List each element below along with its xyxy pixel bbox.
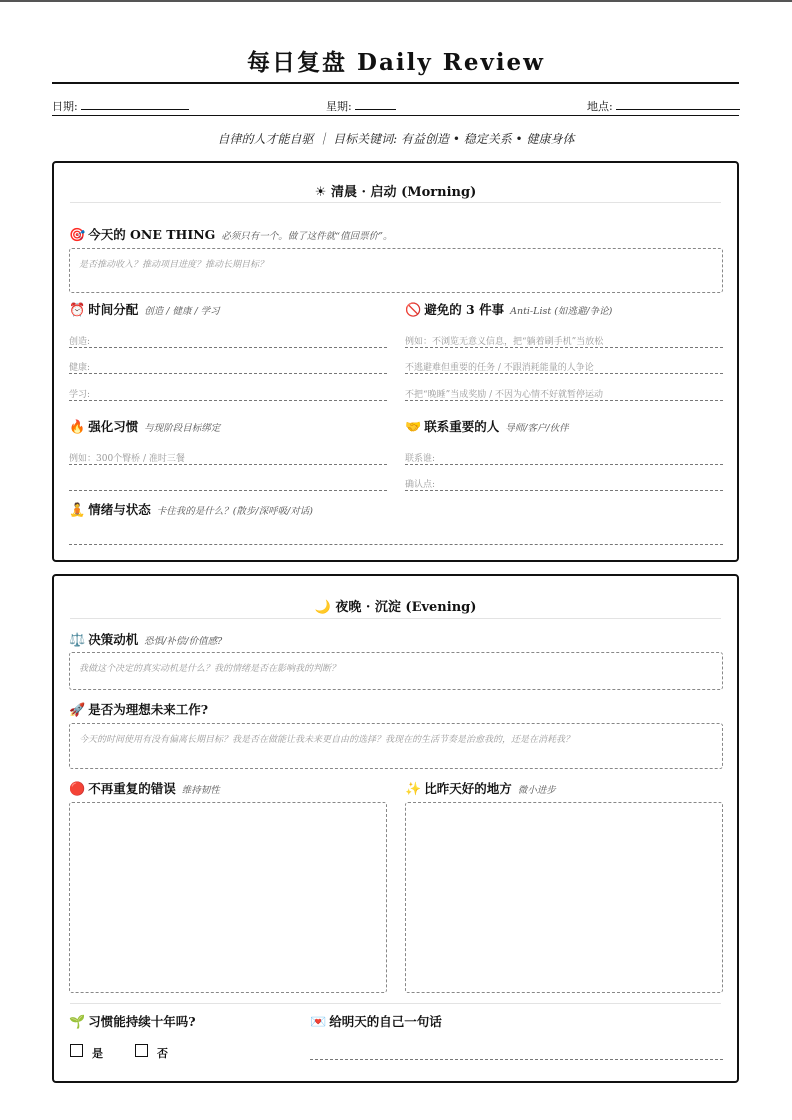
better-heading bbox=[405, 779, 556, 797]
date-field[interactable] bbox=[52, 98, 189, 114]
morning-title-rule bbox=[70, 202, 721, 203]
habit-label: 强化习惯 bbox=[88, 419, 139, 434]
note-heading bbox=[310, 1012, 442, 1030]
future-heading bbox=[69, 700, 208, 718]
one-thing-heading bbox=[69, 225, 393, 243]
mistake-hint: 维持韧性 bbox=[181, 785, 220, 796]
top-border bbox=[0, 0, 792, 2]
no-label: 否 bbox=[157, 1047, 168, 1060]
contact-line-who[interactable] bbox=[405, 451, 723, 465]
prohibited-icon: 🚫 bbox=[405, 303, 422, 318]
morning-panel bbox=[52, 161, 739, 562]
future-placeholder: 今天的时间使用有没有偏离长期目标？我是否在做能让我未来更自由的选择？我现在的生活节奏是治愈我的，还是在消耗我？ bbox=[79, 735, 575, 745]
contact-label: 联系重要的人 bbox=[424, 419, 500, 434]
alarm-clock-icon: ⏰ bbox=[69, 303, 86, 318]
future-label: 是否为理想未来工作? bbox=[88, 702, 209, 717]
no-checkbox[interactable] bbox=[135, 1044, 148, 1057]
mood-label: 情绪与状态 bbox=[88, 502, 151, 517]
target-icon: 🎯 bbox=[69, 228, 86, 243]
avoid-line-3[interactable] bbox=[405, 387, 723, 401]
habit-line-1-text: 例如：300个臀桥 / 准时三餐 bbox=[69, 454, 185, 464]
note-label: 给明天的自己一句话 bbox=[329, 1014, 442, 1029]
sparkles-icon: ✨ bbox=[405, 782, 422, 797]
time-line-health[interactable] bbox=[69, 360, 387, 374]
evening-title-rule bbox=[70, 618, 721, 619]
date-blank[interactable] bbox=[81, 101, 189, 110]
rocket-icon: 🚀 bbox=[69, 703, 86, 718]
note-line[interactable] bbox=[310, 1046, 723, 1060]
weekday-blank[interactable] bbox=[355, 101, 396, 110]
motive-box[interactable] bbox=[69, 652, 723, 690]
evening-title bbox=[54, 596, 737, 615]
habit-hint: 与现阶段目标绑定 bbox=[144, 423, 221, 434]
habit-line-2[interactable] bbox=[69, 477, 387, 491]
contact-line-confirm[interactable] bbox=[405, 477, 723, 491]
place-field[interactable] bbox=[587, 98, 740, 114]
motive-label: 决策动机 bbox=[88, 632, 139, 647]
motive-heading bbox=[69, 630, 222, 648]
mood-heading bbox=[69, 500, 313, 518]
time-line-health-label: 健康: bbox=[69, 363, 91, 373]
red-circle-icon: 🔴 bbox=[69, 782, 86, 797]
evening-title-text: 夜晚 · 沉淀 (Evening) bbox=[335, 600, 477, 615]
time-heading bbox=[69, 300, 220, 318]
avoid-line-3-text: 不把“晚睡”当成奖励 / 不因为心情不好就暂停运动 bbox=[405, 390, 603, 400]
contact-line-confirm-label: 确认点: bbox=[405, 480, 436, 490]
seedling-icon: 🌱 bbox=[69, 1015, 86, 1030]
habit-heading bbox=[69, 417, 220, 435]
evening-bottom-rule bbox=[70, 1003, 721, 1004]
mistake-label: 不再重复的错误 bbox=[88, 781, 176, 796]
contact-line-who-label: 联系谁: bbox=[405, 454, 436, 464]
page-title: 每日复盘 Daily Review bbox=[247, 49, 545, 76]
motive-placeholder: 我做这个决定的真实动机是什么？我的情绪是否在影响我的判断？ bbox=[79, 664, 341, 674]
mistake-heading bbox=[69, 779, 220, 797]
avoid-line-1-text: 例如：不浏览无意义信息，把“躺着刷手机”当放松 bbox=[405, 337, 604, 347]
avoid-hint: Anti-List (如逃避/争论) bbox=[510, 306, 613, 317]
weekday-label: 星期: bbox=[326, 100, 352, 113]
sun-icon: ☀ bbox=[314, 185, 327, 200]
morning-title-text: 清晨 · 启动 (Morning) bbox=[330, 185, 477, 200]
love-letter-icon: 💌 bbox=[310, 1015, 327, 1030]
evening-panel bbox=[52, 574, 739, 1083]
avoid-line-2-text: 不逃避难但重要的任务 / 不跟消耗能量的人争论 bbox=[405, 363, 594, 373]
weekday-field[interactable] bbox=[326, 98, 396, 114]
time-label: 时间分配 bbox=[88, 302, 139, 317]
avoid-heading bbox=[405, 300, 612, 318]
mood-hint: 卡住我的是什么？(散步/深呼吸/对话) bbox=[156, 506, 314, 517]
one-thing-hint: 必须只有一个。做了这件就“值回票价”。 bbox=[221, 231, 393, 242]
time-line-create-label: 创造: bbox=[69, 337, 91, 347]
better-box[interactable] bbox=[405, 802, 723, 993]
moon-icon: 🌙 bbox=[314, 600, 331, 615]
motto: 自律的人才能自驱 ｜ 目标关键词: 有益创造 • 稳定关系 • 健康身体 bbox=[217, 132, 575, 146]
mistake-box[interactable] bbox=[69, 802, 387, 993]
better-label: 比昨天好的地方 bbox=[424, 781, 512, 796]
handshake-icon: 🤝 bbox=[405, 420, 422, 435]
one-thing-box[interactable] bbox=[69, 248, 723, 293]
date-label: 日期: bbox=[52, 100, 78, 113]
mood-line[interactable] bbox=[69, 531, 723, 545]
place-label: 地点: bbox=[587, 100, 613, 113]
meditation-icon: 🧘 bbox=[69, 503, 86, 518]
time-hint: 创造 / 健康 / 学习 bbox=[144, 306, 220, 317]
avoid-line-1[interactable] bbox=[405, 334, 723, 348]
contact-hint: 导师/客户/伙伴 bbox=[505, 423, 569, 434]
time-line-study-label: 学习: bbox=[69, 390, 91, 400]
yes-checkbox[interactable] bbox=[70, 1044, 83, 1057]
header-rule bbox=[52, 115, 739, 116]
decade-label: 习惯能持续十年吗? bbox=[88, 1014, 196, 1029]
decade-heading bbox=[69, 1012, 196, 1030]
morning-title bbox=[54, 181, 737, 200]
place-blank[interactable] bbox=[616, 101, 740, 110]
time-line-create[interactable] bbox=[69, 334, 387, 348]
title-rule bbox=[52, 82, 739, 84]
better-hint: 微小进步 bbox=[517, 785, 556, 796]
future-box[interactable] bbox=[69, 723, 723, 769]
avoid-label: 避免的 3 件事 bbox=[424, 302, 505, 317]
yes-label: 是 bbox=[92, 1047, 103, 1060]
one-thing-label: 今天的 ONE THING bbox=[88, 227, 216, 242]
fire-icon: 🔥 bbox=[69, 420, 86, 435]
time-line-study[interactable] bbox=[69, 387, 387, 401]
contact-heading bbox=[405, 417, 569, 435]
one-thing-placeholder: 是否推动收入？推动项目进度？推动长期目标？ bbox=[79, 260, 269, 270]
habit-line-1[interactable] bbox=[69, 451, 387, 465]
scales-icon: ⚖️ bbox=[69, 633, 86, 648]
avoid-line-2[interactable] bbox=[405, 360, 723, 374]
motive-hint: 恐惧/补偿/价值感? bbox=[144, 636, 223, 647]
